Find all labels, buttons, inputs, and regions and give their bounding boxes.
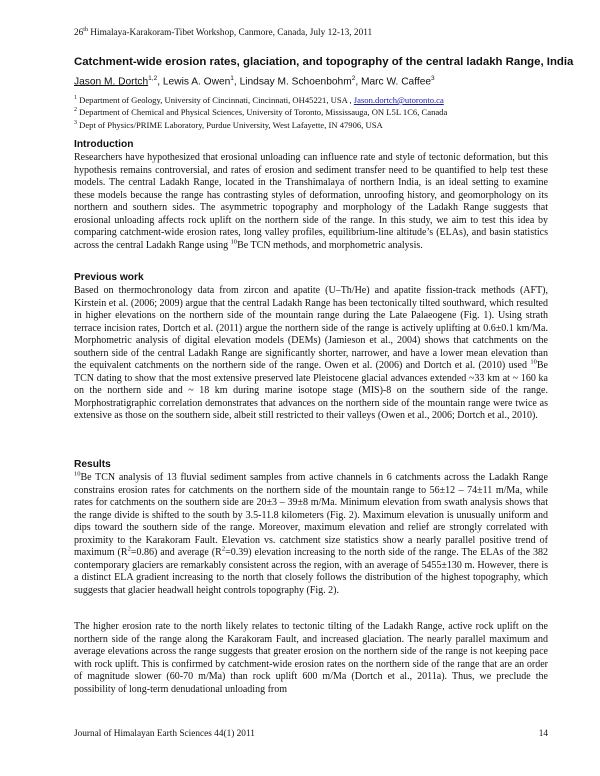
author-affil-sup: 3 [431, 75, 435, 82]
paper-title: Catchment-wide erosion rates, glaciation, and topography of the central ladakh Range, India [74, 56, 574, 68]
results-paragraph-1: $^{10}$Be TCN analysis of 13 fluvial sediment samples from active channels in 6 catchments across the Ladakh Range constrains erosion rates for catchments on the northern side of the mountain range to 56±12 – 74±11 m/Ma, while rates for catchments on the southern side are 20±3 – 39±8 m/Ma. Minimum elevation from swath analysis shows that the range divide is shifted to the south by 3.5-11.8 kilometers (Fig. 2). Maximum elevation is unusually uniform and dips toward the southern side of the range. Moreover, maximum elevation and relief are strongly correlated with proximity to the Karakoram Fault. Elevation vs. catchment size statistics show a nearly parallel positive trend of maximum $(R^2=0.86)$ and average $(R^2=0.39)$ elevation increasing to the north side of the range. The ELAs of the 382 contemporary glaciers are remarkably consistent across the region, with an average of 5455±130 m. However, there is a distinct ELA gradient increasing to the north that closely follows the distribution of the highest topography, which suggests that glacier headwall height controls topography (Fig. 2). [74, 470, 548, 596]
header-number: 26 [74, 28, 84, 39]
author-name: Lewis A. Owen [162, 76, 231, 88]
header-ordinal: th [83, 27, 88, 33]
author-affil-sup: 2 [351, 75, 356, 82]
section-heading-previous-work: Previous work [74, 272, 144, 283]
affiliation-2: $^2$ Department of Chemical and Physical Sciences, University of Toronto, Mississauga, ON L5L 1C6, Canada [74, 107, 448, 118]
header-text: Himalaya-Karakoram-Tibet Workshop, Canmore, Canada, July 12-13, 2011 [87, 28, 373, 39]
section-heading-results: Results [74, 459, 111, 470]
author-name: Jason M. Dortch [74, 76, 149, 88]
email-link[interactable]: Jason.dortch@utoronto.ca [353, 94, 444, 105]
page-number: 14 [538, 729, 548, 739]
section-heading-introduction: Introduction [74, 139, 134, 150]
results-paragraph-2: The higher erosion rate to the north likely relates to tectonic tilting of the Ladakh Range, active rock uplift on the northern side of the range along the Karakoram Fault, and increased glaciation. The nearly parallel maximum and average elevations across the range suggests that greater erosion on the northern side of the range is not keeping pace with rock uplift. This is confirmed by catchment-wide erosion rates on the northern side of the range that are an order of magnitude slower (60-70 m/Ma) than rock uplift 600 m/Ma (Dortch et al., 2011a). Thus, we preclude the possibility of long-term denudational unloading from [74, 621, 548, 695]
previous-work-paragraph: Based on thermochronology data from zircon and apatite (U–Th/He) and apatite fission-track methods (AFT), Kirstein et al. (2006; 2009) argue that the central Ladakh Range has been tectonically tilted southward, which resulted in higher elevations on the northern side of the mountain range during the Late Palaeogene (Fig. 1). Using strath terrace incision rates, Dortch et al. (2011) argue the northern side of the range is actively uplifting at 0.6±0.1 km/Ma. Morphometric analysis of digital elevation models (DEMs) (Jamieson et al., 2004) shows that catchments on the southern side of the central Ladakh Range are significantly shorter, narrower, and have a lower mean elevation than the equivalent catchments on the northern side of the range. Owen et al. (2006) and Dortch et al. (2010) used $^{10}$Be TCN dating to show that the most extensive preserved late Pleistocene glacial advances extended ~33 km at ~ 160 ka on the northern side and ~ 18 km during marine isotope stage (MIS)-8 on the southern side of the range. Morphostratigraphic correlation demonstrates that advances on the northern side of the mountain range were twice as extensive as those on the southern side, albeit still restricted to their valleys (Owen et al., 2006; Dortch et al., 2010). [74, 285, 548, 421]
introduction-paragraph: Researchers have hypothesized that erosional unloading can influence rate and style of tectonic deformation, but this hypothesis remains controversial, and rates of erosion and sediment transfer need to be quantified to help test these models. The central Ladakh Range, located in the Transhimalaya of northern India, is an ideal setting to examine these models because the range has contrasting styles of deformation, unroofing history, and geomorphology on its northern and southern sides. The asymmetric topography and morphology of the Ladakh Range suggests that erosional unloading affects rock uplift on the northern side of the range. In this study, we aim to test this idea by comparing catchment-wide erosion rates, long valley profiles, equilibrium-line altitude’s (ELAs), and basin statistics across the central Ladakh Range using $^{10}$Be TCN methods, and morphometric analysis. [74, 152, 548, 251]
affiliations [74, 93, 544, 130]
author-name: Marc W. Caffee [361, 76, 432, 88]
author-affil-sup: 1 [230, 75, 234, 82]
author-list: Jason M. Dortch$^{1,2}$, Lewis A. Owen$^1$, Lindsay M. Schoenbohm$^2$, Marc W. Caffee$^3$ [74, 75, 435, 88]
author-name: Lindsay M. Schoenbohm [239, 76, 352, 88]
journal-footer: Journal of Himalayan Earth Sciences 44(1) 2011 [74, 729, 255, 739]
running-header [74, 27, 372, 38]
author-affil-sup: 1,2 [148, 75, 158, 82]
affiliation-3: $^3$ Dept of Physics/PRIME Laboratory, Purdue University, West Lafayette, IN 47906, USA [74, 119, 383, 130]
affiliation-1: $^1$ Department of Geology, University of Cincinnati, Cincinnati, OH45221, USA , Jason.dortch@utoronto.ca [74, 94, 444, 105]
